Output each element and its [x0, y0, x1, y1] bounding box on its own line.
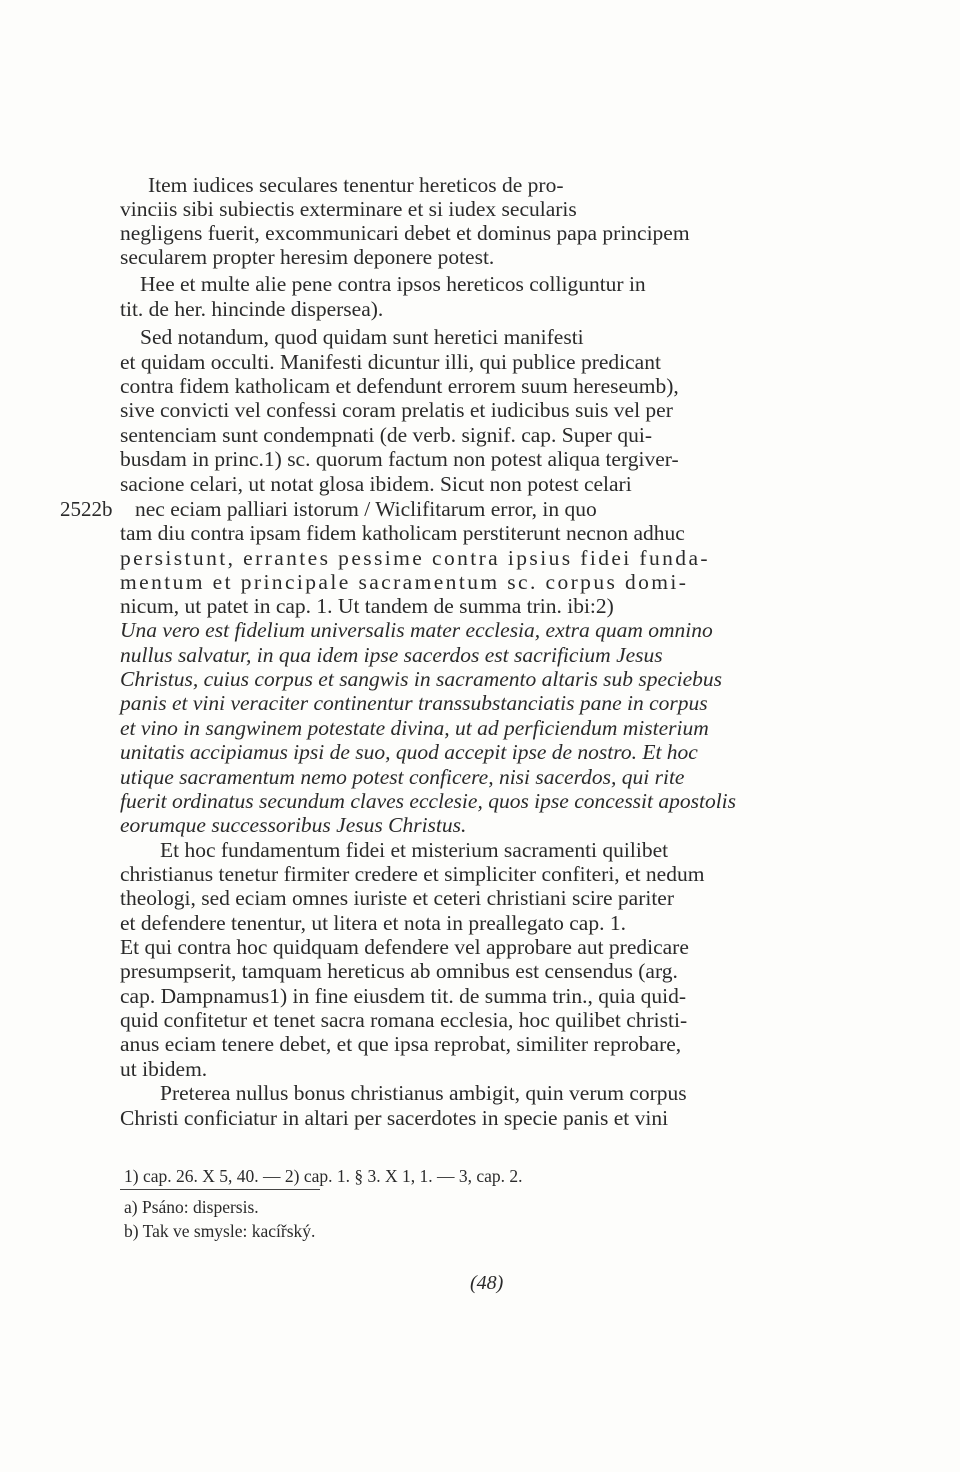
text-line: tit. de her. hincinde dispersea).	[120, 297, 384, 321]
text-line: Christi conficiatur in altari per sacerdotes in specie panis et vini	[120, 1106, 669, 1130]
text-line: quid confitetur et tenet sacra romana ecclesia, hoc quilibet christi-	[120, 1008, 688, 1032]
text-line: Hee et multe alie pene contra ipsos hereticos colliguntur in	[140, 272, 646, 296]
text-line: theologi, sed eciam omnes iuriste et ceteri christiani scire pariter	[120, 886, 675, 910]
text-line: mentum et principale sacramentum sc. corpus domi-	[120, 570, 689, 594]
text-line: sacione celari, ut notat glosa ibidem. Sicut non potest celari	[120, 472, 632, 496]
footnote-a: a) Psáno: dispersis.	[124, 1197, 259, 1217]
text-line: anus eciam tenere debet, et que ipsa reprobat, similiter reprobare,	[120, 1032, 682, 1056]
text-line: et quidam occulti. Manifesti dicuntur illi, qui publice predicant	[120, 350, 661, 374]
text-line: Et hoc fundamentum fidei et misterium sacramenti quilibet	[160, 838, 669, 862]
text-line: ut ibidem.	[120, 1057, 208, 1081]
text-line: et vino in sangwinem potestate divina, ut ad perficiendum misterium	[120, 716, 709, 740]
text-line: sentenciam sunt condempnati (de verb. signif. cap. Super qui-	[120, 423, 652, 447]
text-line: eorumque successoribus Jesus Christus.	[120, 813, 467, 837]
footnote-b: b) Tak ve smysle: kacířský.	[124, 1221, 316, 1241]
text-line: christianus tenetur firmiter credere et simpliciter confiteri, et nedum	[120, 862, 705, 886]
margin-reference-number: 2522b	[60, 497, 113, 521]
text-line: Item iudices seculares tenentur hereticos de pro-	[148, 173, 564, 197]
text-line: contra fidem katholicam et defendunt errorem suum hereseumb),	[120, 374, 679, 398]
page-number: (48)	[470, 1272, 504, 1294]
footnote-separator	[120, 1189, 320, 1190]
text-line: Preterea nullus bonus christianus ambigit, quin verum corpus	[160, 1081, 687, 1105]
text-line: persistunt, errantes pessime contra ipsius fidei funda-	[120, 546, 710, 570]
text-line: vinciis sibi subiectis exterminare et si iudex secularis	[120, 197, 577, 221]
text-line: nicum, ut patet in cap. 1. Ut tandem de summa trin. ibi:2)	[120, 594, 614, 618]
text-line: cap. Dampnamus1) in fine eiusdem tit. de summa trin., quia quid-	[120, 984, 687, 1008]
text-line: presumpserit, tamquam hereticus ab omnibus est censendus (arg.	[120, 959, 678, 983]
text-line: nullus salvatur, in qua idem ipse sacerdos est sacrificium Jesus	[120, 643, 663, 667]
text-line: unitatis accipiamus ipsi de suo, quod accepit ipse de nostro. Et hoc	[120, 740, 698, 764]
text-line: nec eciam palliari istorum / Wiclifitarum error, in quo	[135, 497, 597, 521]
text-line: fuerit ordinatus secundum claves ecclesie, quos ipse concessit apostolis	[120, 789, 737, 813]
text-line: Et qui contra hoc quidquam defendere vel approbare aut predicare	[120, 935, 689, 959]
footnote-citations: 1) cap. 26. X 5, 40. — 2) cap. 1. § 3. X 1, 1. — 3, cap. 2.	[124, 1166, 523, 1186]
text-line: Una vero est fidelium universalis mater ecclesia, extra quam omnino	[120, 618, 713, 642]
text-line: Christus, cuius corpus et sangwis in sacramento altaris sub speciebus	[120, 667, 723, 691]
text-line: sive convicti vel confessi coram prelatis et iudicibus suis vel per	[120, 398, 673, 422]
text-line: panis et vini veraciter continentur transsubstanciatis pane in corpus	[120, 691, 708, 715]
text-line: tam diu contra ipsam fidem katholicam perstiterunt necnon adhuc	[120, 521, 685, 545]
text-line: Sed notandum, quod quidam sunt heretici manifesti	[140, 325, 584, 349]
text-line: secularem propter heresim deponere potest.	[120, 245, 495, 269]
text-line: utique sacramentum nemo potest conficere, nisi sacerdos, qui rite	[120, 765, 685, 789]
text-line: negligens fuerit, excommunicari debet et dominus papa principem	[120, 221, 690, 245]
text-line: et defendere tenentur, ut litera et nota in preallegato cap. 1.	[120, 911, 626, 935]
text-line: busdam in princ.1) sc. quorum factum non potest aliqua tergiver-	[120, 447, 679, 471]
